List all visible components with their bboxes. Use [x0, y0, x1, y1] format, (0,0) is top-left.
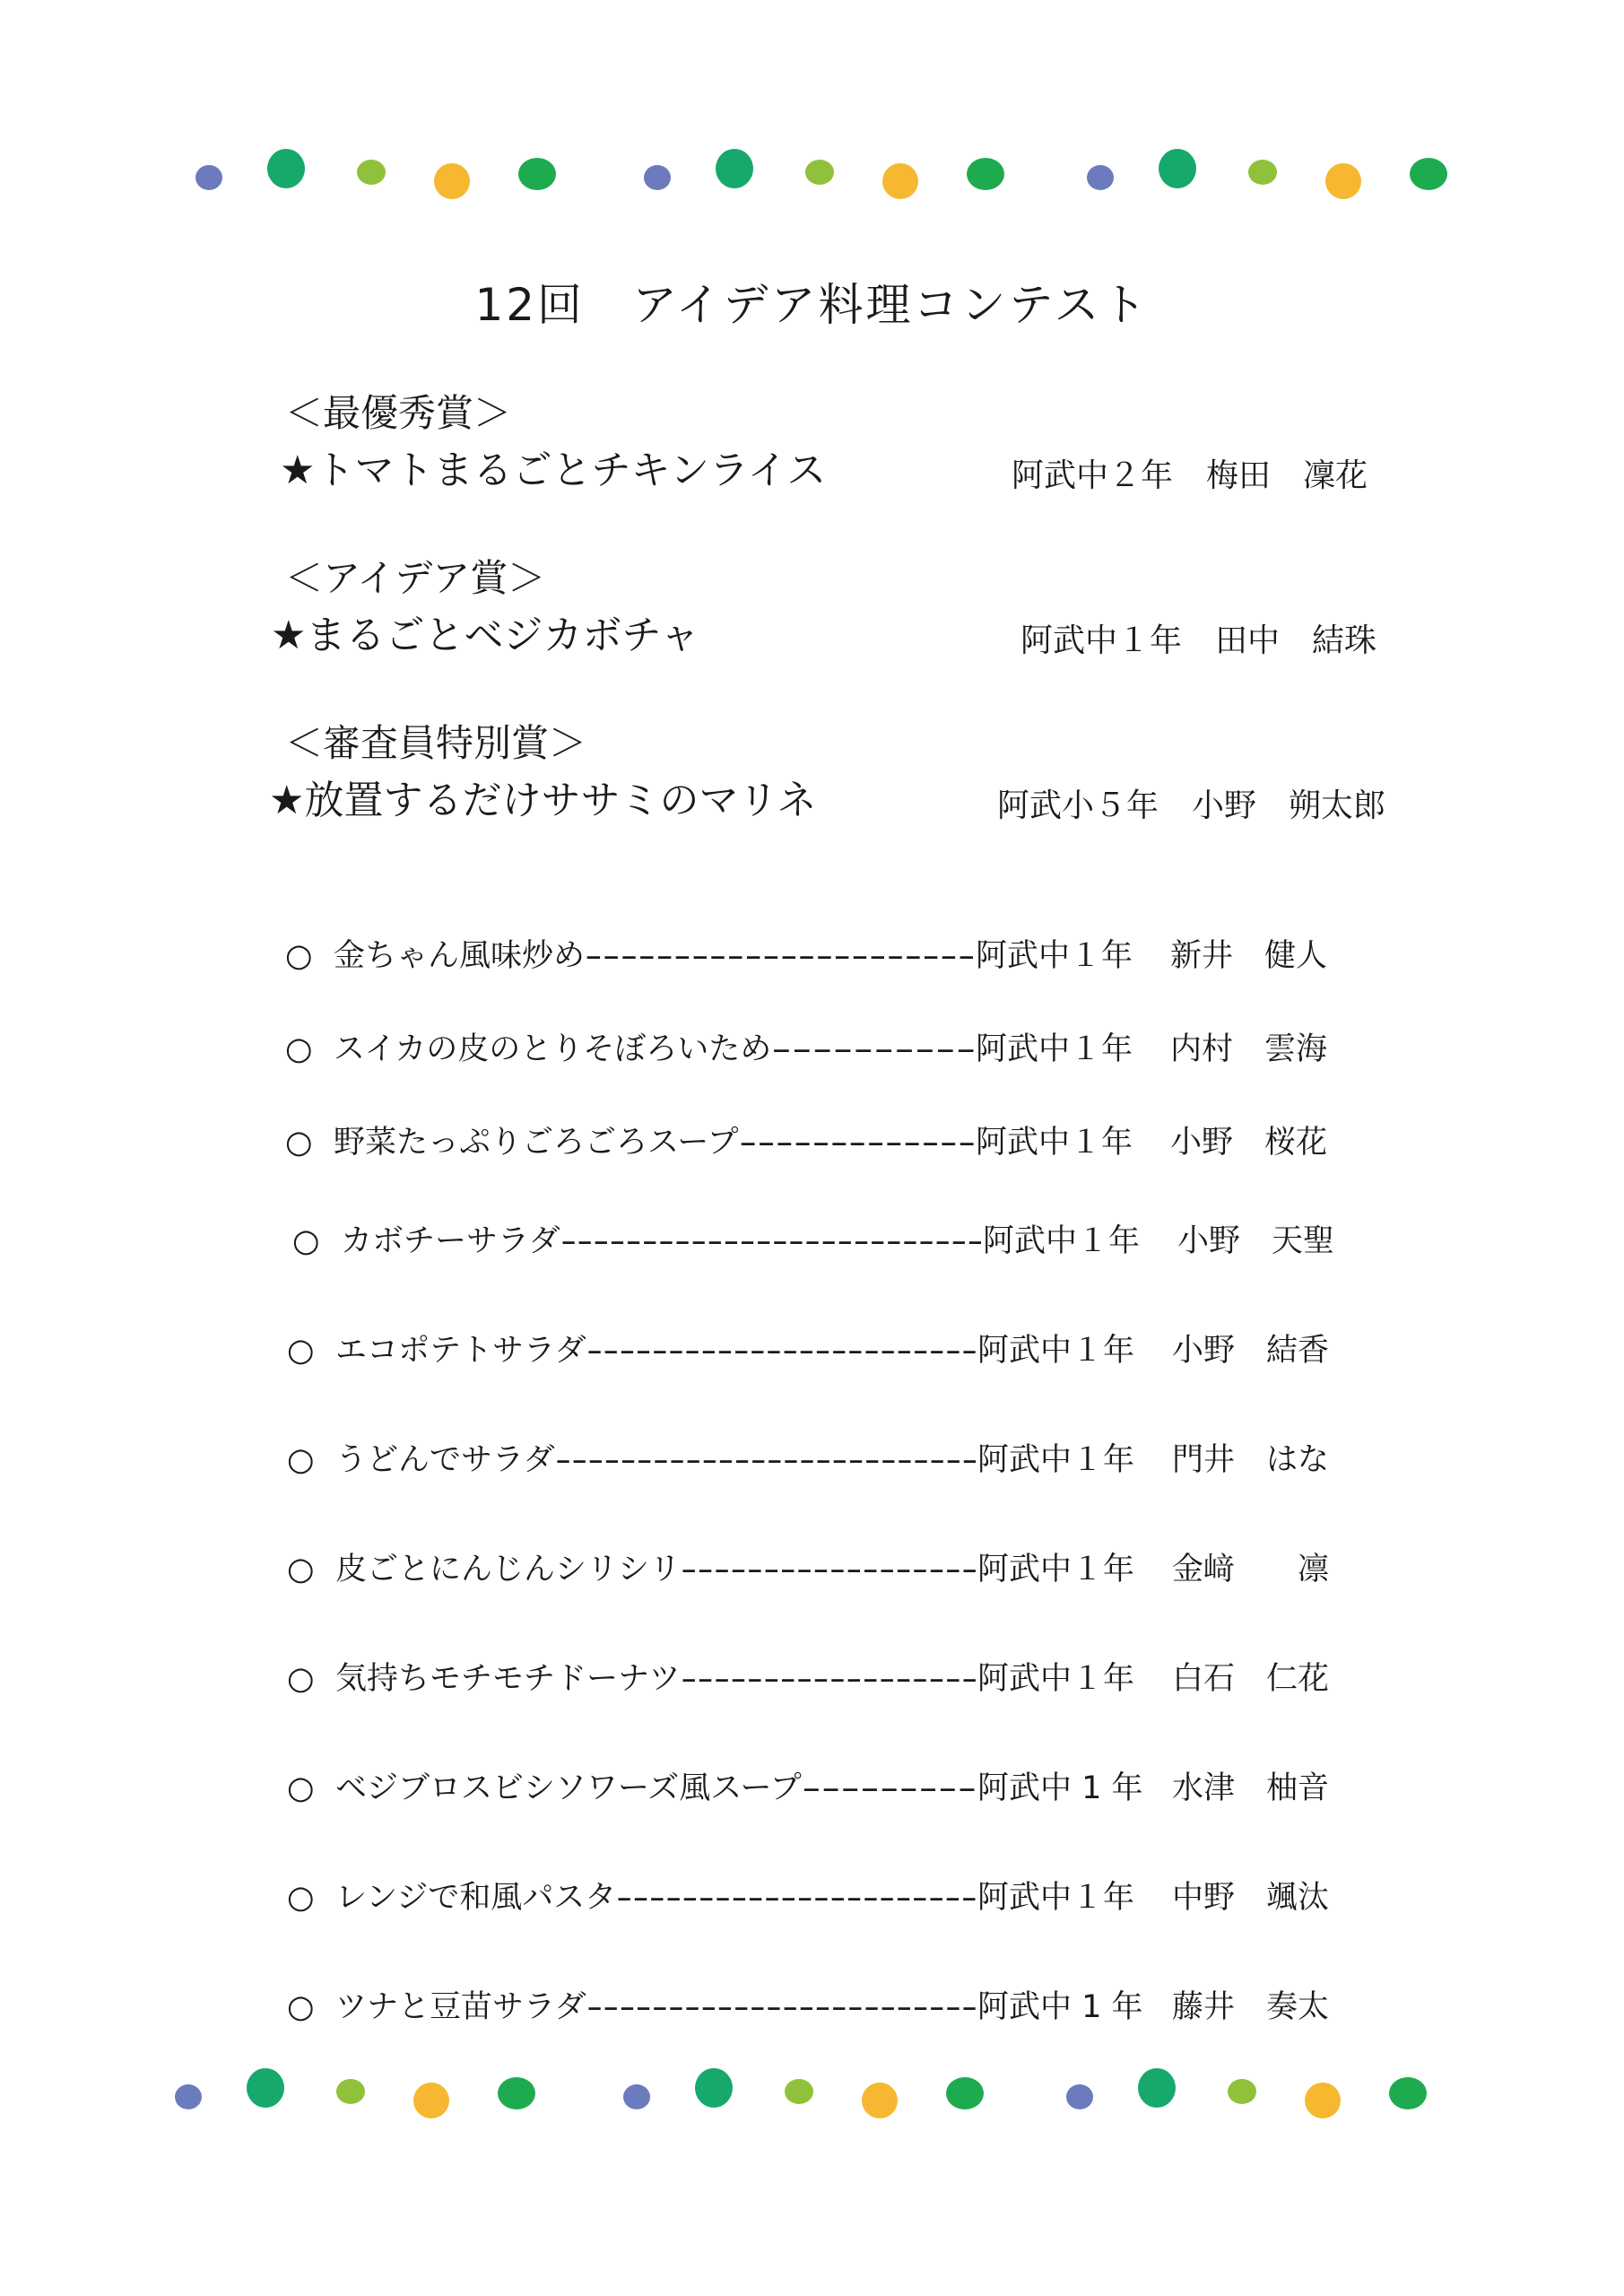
decorative-dot: [1248, 160, 1277, 185]
list-item: [2, 1980, 1624, 2034]
decorative-dot: [967, 158, 1004, 190]
decorative-dot: [1087, 165, 1114, 190]
entry-leader: ------------------------: [586, 1989, 978, 2025]
entry-school: 阿武中 1 年: [977, 1989, 1143, 2025]
top-dot-decoration: [0, 144, 1624, 215]
list-bullet: ○: [292, 1223, 320, 1259]
decorative-dot: [1389, 2077, 1427, 2109]
decorative-dot: [413, 2083, 449, 2118]
list-bullet: ○: [287, 1880, 315, 1916]
entry-leader: ------------------------: [586, 1333, 978, 1369]
entry-name: 門井 はな: [1172, 1442, 1330, 1478]
decorative-dot: [623, 2084, 650, 2109]
entry-leader: ----------: [771, 1031, 977, 1067]
entry-dish: ベジブロスビシソワーズ風スープ: [335, 1770, 802, 1806]
award-heading-judges-special-prize: ＜審査員特別賞＞: [285, 721, 587, 765]
entry-name: 藤井 奏太: [1172, 1989, 1330, 2025]
entry-school: 阿武中１年: [977, 1442, 1135, 1478]
award-heading-idea-prize: ＜アイデア賞＞: [285, 556, 546, 600]
entry-school: 阿武中１年: [977, 1880, 1135, 1916]
decorative-dot: [1159, 149, 1196, 188]
entry-dish: 金ちゃん風味炒め: [334, 938, 586, 974]
entry-leader: ------------------: [681, 1661, 978, 1697]
award-school-idea-prize: 阿武中１年: [1020, 622, 1183, 659]
entry-dish: 皮ごとにんじんシリシリ: [335, 1552, 682, 1587]
entry-leader: ----------------------: [585, 938, 976, 974]
entry-name: 新井 健人: [1170, 938, 1328, 974]
entry-dish: エコポテトサラダ: [335, 1333, 586, 1369]
decorative-dot: [498, 2077, 535, 2109]
list-item: [2, 1871, 1624, 1925]
entry-name: 中野 颯汰: [1172, 1880, 1330, 1916]
decorative-dot: [1325, 163, 1361, 199]
decorative-dot: [336, 2079, 365, 2104]
entry-name: 小野 桜花: [1170, 1125, 1328, 1161]
decorative-dot: [267, 149, 305, 188]
list-item: [2, 1761, 1624, 1815]
entry-school: 阿武中１年: [976, 1125, 1133, 1161]
list-item: [0, 1022, 1624, 1076]
list-bullet: ○: [287, 1661, 315, 1697]
award-name-judges-special-prize: 小野 朔太郎: [1192, 787, 1386, 824]
entry-school: 阿武中１年: [976, 938, 1133, 974]
decorative-dot: [518, 158, 556, 190]
list-bullet: ○: [285, 1125, 313, 1161]
decorative-dot: [946, 2077, 984, 2109]
award-name-grand-prize: 梅田 凜花: [1206, 457, 1368, 494]
entry-school: 阿武中 1 年: [977, 1770, 1143, 1806]
list-item: [2, 1543, 1624, 1596]
decorative-dot: [882, 163, 918, 199]
list-item: [7, 1214, 1624, 1268]
entry-leader: ------------------: [681, 1552, 978, 1587]
decorative-dot: [644, 165, 671, 190]
decorative-dot: [716, 149, 753, 188]
entry-school: 阿武中１年: [977, 1661, 1135, 1697]
page-title: 12回 アイデア料理コンテスト: [474, 279, 1150, 331]
entry-dish: スイカの皮のとりそぼろいため: [334, 1031, 772, 1067]
decorative-dot: [357, 160, 386, 185]
decorative-dot: [1228, 2079, 1256, 2104]
list-bullet: ○: [285, 1031, 313, 1067]
entry-name: 内村 雲海: [1170, 1031, 1328, 1067]
entry-dish: レンジで和風パスタ: [335, 1880, 617, 1916]
entry-school: 阿武中１年: [983, 1223, 1141, 1259]
entry-dish: 野菜たっぷりごろごろスープ: [334, 1125, 739, 1161]
decorative-dot: [195, 165, 222, 190]
decorative-dot: [175, 2084, 202, 2109]
decorative-dot: [695, 2068, 733, 2108]
entry-school: 阿武中１年: [977, 1333, 1135, 1369]
entry-leader: -------------: [739, 1125, 977, 1161]
bottom-dot-decoration: [0, 2063, 1624, 2135]
decorative-dot: [1066, 2084, 1093, 2109]
award-dish-idea-prize: ★まるごとベジカボチャ: [271, 613, 700, 658]
list-item: [0, 929, 1624, 983]
entry-leader: --------------------------: [560, 1223, 984, 1259]
entry-leader: --------------------------: [555, 1442, 978, 1478]
entry-school: 阿武中１年: [977, 1552, 1135, 1587]
list-bullet: ○: [287, 1333, 315, 1369]
list-item: [2, 1324, 1624, 1378]
list-item: [2, 1652, 1624, 1706]
decorative-dot: [1410, 158, 1447, 190]
entry-dish: ツナと豆苗サラダ: [335, 1989, 586, 2025]
decorative-dot: [1138, 2068, 1176, 2108]
entry-name: 小野 天聖: [1177, 1223, 1335, 1259]
award-dish-grand-prize: ★トマトまるごとチキンライス: [280, 448, 827, 493]
decorative-dot: [785, 2079, 813, 2104]
award-school-judges-special-prize: 阿武小５年: [997, 787, 1159, 824]
decorative-dot: [434, 163, 470, 199]
decorative-dot: [862, 2083, 898, 2118]
award-dish-judges-special-prize: ★放置するだけササミのマリネ: [269, 778, 817, 823]
decorative-dot: [247, 2068, 284, 2108]
decorative-dot: [805, 160, 834, 185]
list-bullet: ○: [287, 1552, 315, 1587]
entry-leader: ---------: [802, 1770, 977, 1806]
entry-dish: 気持ちモチモチドーナツ: [335, 1661, 681, 1697]
entry-dish: カボチーサラダ: [341, 1223, 560, 1259]
entry-leader: ----------------------: [616, 1880, 977, 1916]
list-bullet: ○: [287, 1989, 315, 2025]
list-bullet: ○: [287, 1442, 315, 1478]
entry-name: 白石 仁花: [1172, 1661, 1330, 1697]
list-bullet: ○: [287, 1770, 315, 1806]
entry-dish: うどんでサラダ: [335, 1442, 555, 1478]
entry-school: 阿武中１年: [976, 1031, 1133, 1067]
award-name-idea-prize: 田中 結珠: [1215, 622, 1377, 659]
entry-name: 水津 柚音: [1172, 1770, 1330, 1806]
entry-name: 金﨑 凛: [1172, 1552, 1330, 1587]
list-bullet: ○: [285, 938, 313, 974]
list-item: [2, 1433, 1624, 1487]
award-school-grand-prize: 阿武中２年: [1012, 457, 1174, 494]
award-heading-grand-prize: ＜最優秀賞＞: [285, 391, 512, 435]
list-item: [0, 1116, 1624, 1170]
entry-name: 小野 結香: [1172, 1333, 1330, 1369]
decorative-dot: [1305, 2083, 1341, 2118]
